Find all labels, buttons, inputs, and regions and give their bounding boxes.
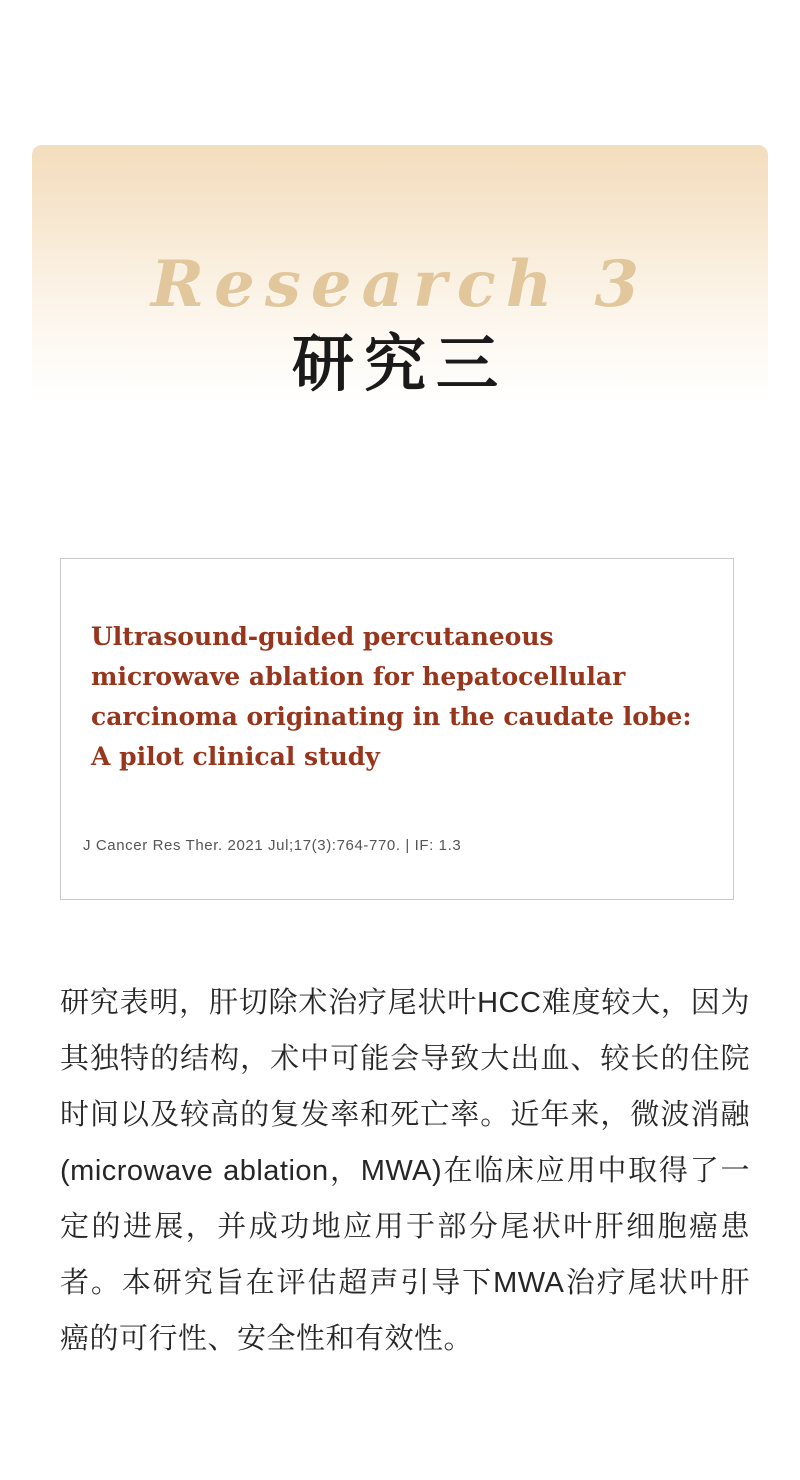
summary-paragraph: 研究表明，肝切除术治疗尾状叶HCC难度较大，因为其独特的结构，术中可能会导致大出血、较长的住院时间以及较高的复发率和死亡率。近年来，微波消融(microwave ablation，MWA)在临床应用中取得了一定的进展，并成功地应用于部分尾状叶肝细胞癌患者。本研究旨在评估超声引导下MWA治疗尾状叶肝癌的可行性、安全性和有效性。	[60, 987, 750, 1355]
article-title: Ultrasound-guided percutaneous microwave ablation for hepatocellular carcinoma originating in the caudate lobe: A pilot clinical study	[91, 622, 692, 771]
citation-card	[60, 558, 734, 900]
research-banner	[32, 145, 768, 425]
banner-script-title: Research 3	[150, 247, 650, 322]
banner-chinese-title: 研究三	[291, 327, 508, 400]
journal-citation: J Cancer Res Ther. 2021 Jul;17(3):764-770. | IF: 1.3	[83, 837, 462, 854]
